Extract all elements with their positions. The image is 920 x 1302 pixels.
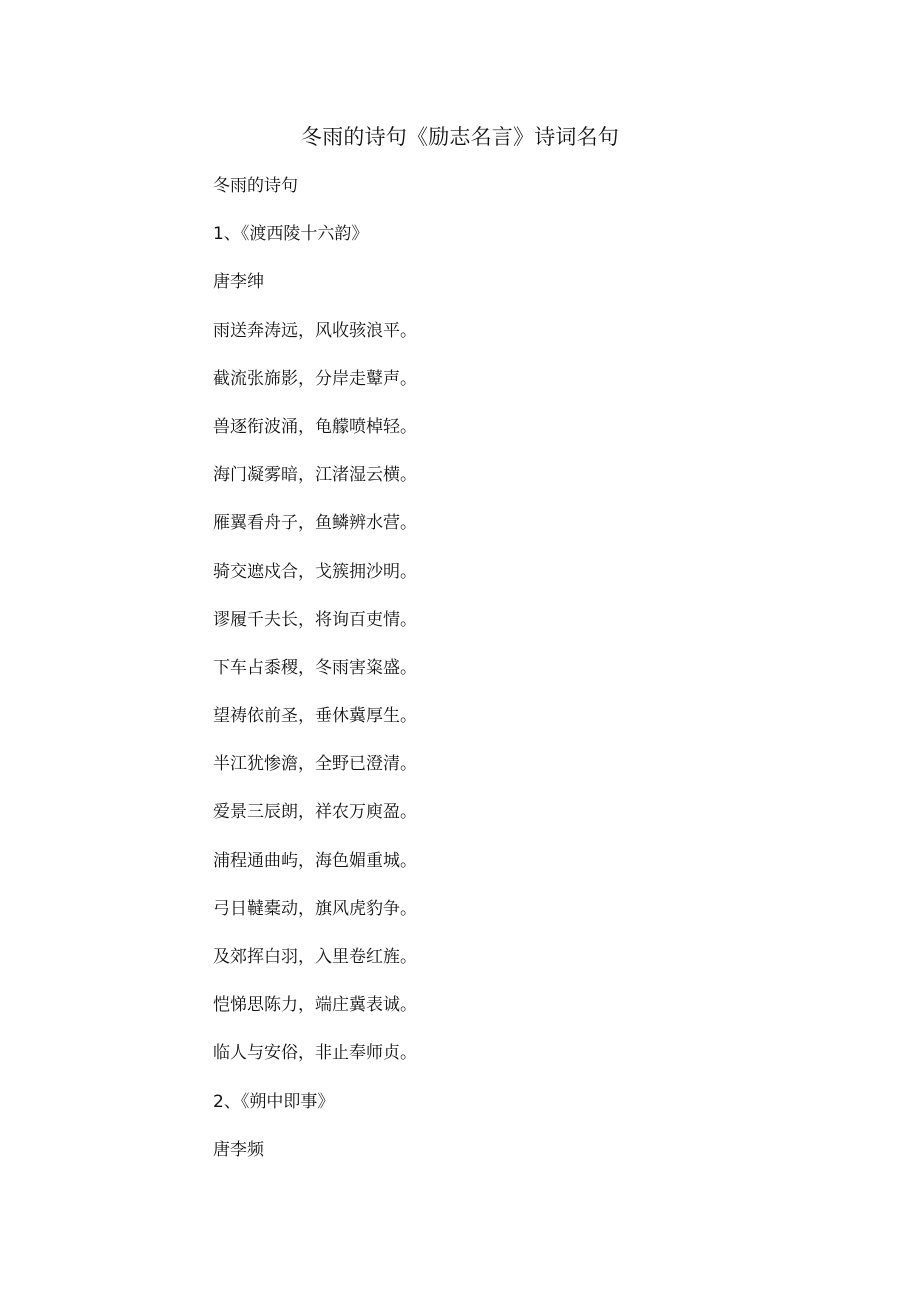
document-title: 冬雨的诗句《励志名言》诗词名句 bbox=[301, 125, 619, 149]
poem-line: 弓日韃橐动，旗风虎豹争。 bbox=[213, 898, 417, 919]
poem-line: 爱景三辰朗，祥农万庾盈。 bbox=[213, 802, 417, 823]
poem-author: 唐李频 bbox=[213, 1139, 264, 1160]
poem-author: 唐李绅 bbox=[213, 272, 264, 293]
poem-line: 恺悌思陈力，端庄冀表诚。 bbox=[213, 995, 417, 1016]
poem-line: 兽逐衔波涌，龟艨喷棹轻。 bbox=[213, 416, 417, 437]
poem-line: 望祷依前圣，垂休冀厚生。 bbox=[213, 706, 417, 727]
poem-line: 及郊挥白羽，入里卷红旌。 bbox=[213, 947, 417, 967]
poem-line: 谬履千夫长，将询百吏情。 bbox=[213, 609, 417, 630]
poem-line: 下车占黍稷，冬雨害粢盛。 bbox=[213, 657, 417, 678]
poem-line: 海门凝雾暗，江渚湿云横。 bbox=[213, 465, 417, 486]
poem-line: 骑交遮戍合，戈簇拥沙明。 bbox=[213, 561, 417, 582]
poem-line: 截流张旆影，分岸走鼙声。 bbox=[213, 368, 417, 389]
poem-line: 半江犹惨澹，全野已澄清。 bbox=[213, 754, 417, 775]
poem-line: 浦程通曲屿，海色媚重城。 bbox=[213, 850, 417, 871]
poem-line: 雁翼看舟子，鱼鳞辨水营。 bbox=[213, 513, 417, 534]
section-heading: 冬雨的诗句 bbox=[213, 176, 298, 196]
poem-line: 雨送奔涛远，风收骇浪平。 bbox=[213, 320, 417, 341]
poem-title: 2、《朔中即事》 bbox=[213, 1091, 335, 1112]
poem-line: 临人与安俗，非止奉师贞。 bbox=[213, 1043, 417, 1064]
poem-text-body bbox=[213, 170, 733, 1182]
poem-title: 1、《渡西陵十六韵》 bbox=[213, 224, 369, 245]
